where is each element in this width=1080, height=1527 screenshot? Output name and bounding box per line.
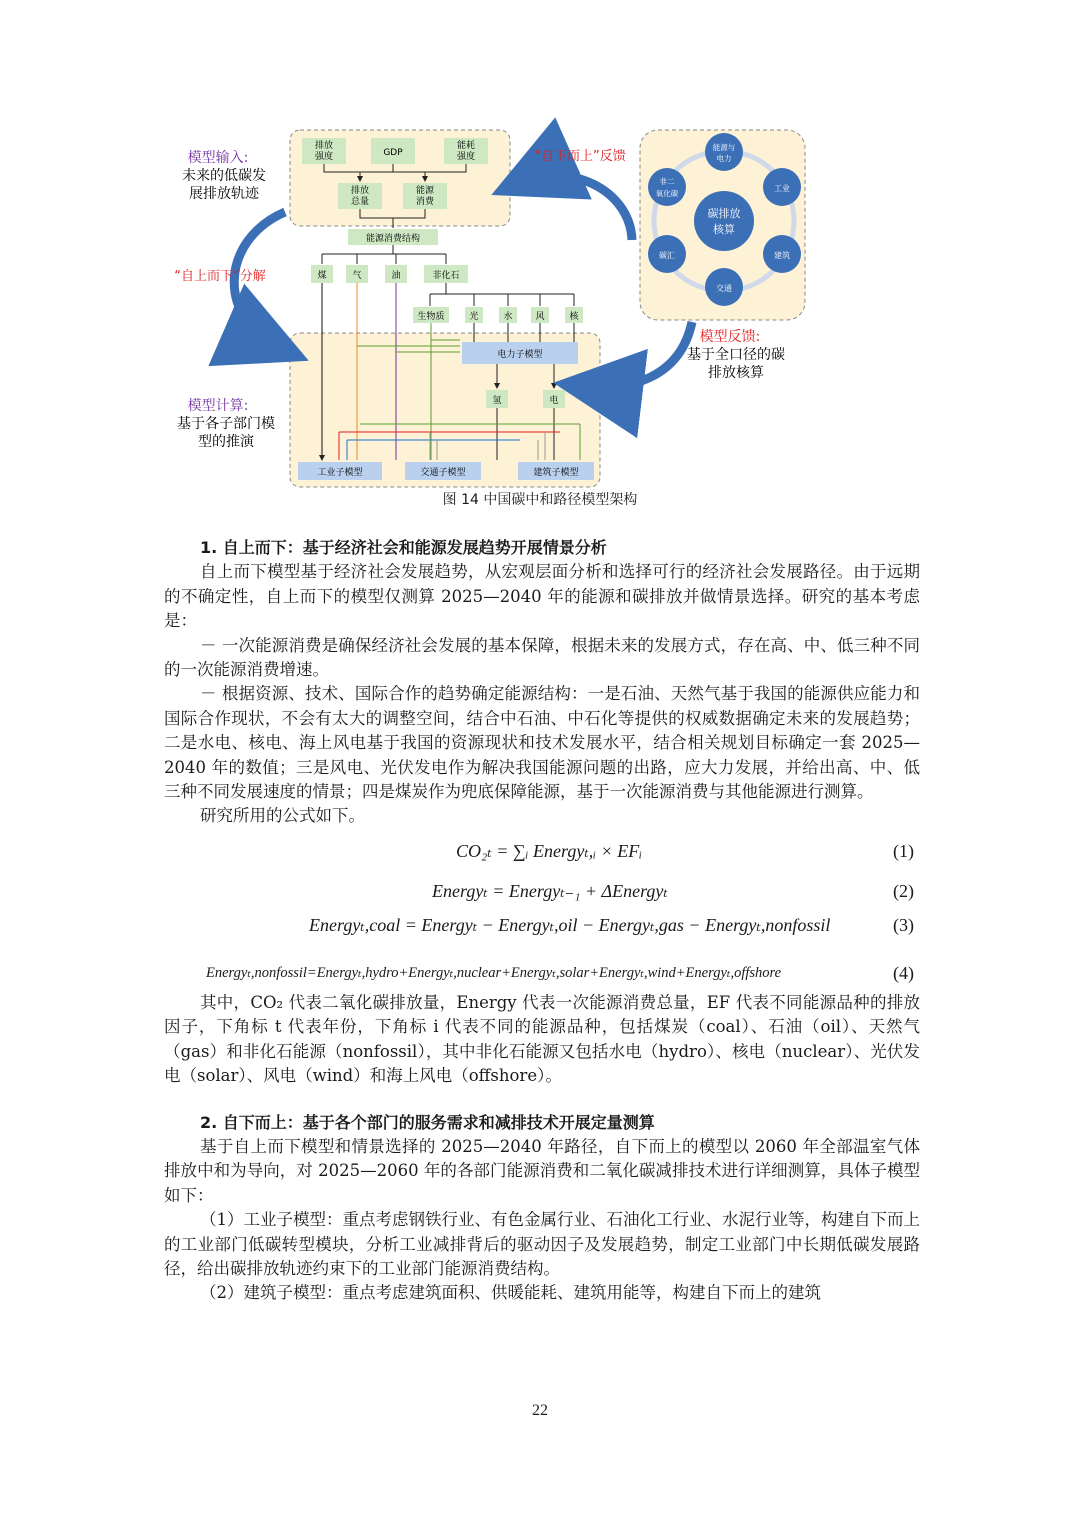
node-label: 碳汇 <box>659 251 675 260</box>
carrier-label: 氢 <box>492 396 502 406</box>
circle-node <box>648 168 686 206</box>
driver-label: 排放 <box>314 141 334 151</box>
center-label: 核算 <box>713 223 735 236</box>
compute-title: 模型计算: <box>187 398 249 414</box>
section-heading: 1. 自上而下：基于经济社会和能源发展趋势开展情景分析 <box>200 538 607 557</box>
nonfossil-label: 光 <box>469 312 479 322</box>
bottomup-label: “自下而上”反馈 <box>534 149 626 164</box>
paragraph: （2）建筑子模型：重点考虑建筑面积、供暖能耗、建筑用能等，构建自下而上的建筑 <box>200 1283 821 1303</box>
feedback-text: 基于全口径的碳 <box>687 347 785 363</box>
nonfossil-label: 风 <box>535 312 545 322</box>
driver-box <box>302 138 346 164</box>
total-label: 能源 <box>415 186 435 196</box>
feedback-text: 排放核算 <box>708 365 764 381</box>
nonfossil-box <box>465 307 483 323</box>
input-title: 模型输入: <box>187 150 249 166</box>
power-model-box <box>462 342 578 364</box>
driver-label: 强度 <box>314 152 334 162</box>
equation-formula: Energyₜ,nonfossil=Energyₜ,hydro+Energyₜ,nuclear+Energyₜ,solar+Energyₜ,wind+Energyₜ,offshore <box>206 964 782 981</box>
node-label: 工业 <box>774 184 790 193</box>
fuel-label: 油 <box>391 271 401 281</box>
sector-box <box>405 462 481 480</box>
fuel-box <box>385 265 407 283</box>
nonfossil-box <box>565 307 583 323</box>
nonfossil-box <box>531 307 549 323</box>
fuel-box <box>424 265 468 283</box>
circle-node <box>705 268 743 306</box>
nonfossil-box <box>499 307 517 323</box>
total-box <box>403 183 447 209</box>
topdown-label: “自上而下”分解 <box>174 269 266 284</box>
bottomup-arrow <box>516 176 632 240</box>
equation <box>164 875 920 909</box>
node-label: 电力 <box>716 154 732 163</box>
paragraph: 自上而下模型基于经济社会发展趋势，从宏观层面分析和选择可行的经济社会发展路径。由于远期的不确定性，自上而下的模型仅测算 2025—2040 年的能源和碳排放并做情景选择。研究的基本考虑是： <box>164 562 920 631</box>
paragraph: － 根据资源、技术、国际合作的趋势确定能源结构：一是石油、天然气基于我国的能源供应能力和国际合作现状，不会有太大的调整空间，结合中石油、中石化等提供的权威数据确定未来的发展趋势；二是水电、核电、海上风电基于我国的资源现状和技术发展水平，结合相关规划目标确定一套 2025—2040 年的数值；三是风电、光伏发电作为解决我国能源问题的出路，应大力发展，并给出高、中、低三种不同发展速度的情景；四是煤炭作为兜底保障能源，基于一次能源消费与其他能源进行测算。 <box>164 684 920 802</box>
circle-node <box>763 168 801 206</box>
circle-node <box>763 235 801 273</box>
sector-label: 工业子模型 <box>317 468 363 478</box>
structure-box <box>348 229 438 245</box>
center-label: 碳排放 <box>707 207 741 220</box>
equation-number: (2) <box>893 880 914 901</box>
fuel-box <box>311 265 333 283</box>
node-label: 交通 <box>716 284 732 293</box>
total-label: 总量 <box>350 197 370 207</box>
driver-label: 能耗 <box>456 141 476 151</box>
node-label: 氧化碳 <box>655 189 679 198</box>
driver-label: 强度 <box>456 152 476 162</box>
fuel-label: 煤 <box>317 271 327 281</box>
equation <box>164 829 920 875</box>
model-framework-diagram <box>0 0 1080 490</box>
paragraph: （1）工业子模型：重点考虑钢铁行业、有色金属行业、石油化工行业、水泥行业等，构建自下而上的工业部门低碳转型模块，分析工业减排背后的驱动因子及发展趋势，制定工业部门中长期低碳发展路径，给出碳排放轨迹约束下的工业部门能源消费结构。 <box>164 1210 920 1278</box>
total-label: 排放 <box>350 186 370 196</box>
page-number: 22 <box>532 1402 548 1419</box>
sector-label: 交通子模型 <box>420 468 466 478</box>
carrier-box <box>543 390 565 408</box>
equation <box>164 909 920 957</box>
power-model-label: 电力子模型 <box>497 350 543 360</box>
sector-label: 建筑子模型 <box>533 468 579 478</box>
carbon-accounting-center <box>694 191 754 251</box>
paragraph: － 一次能源消费是确保经济社会发展的基本保障，根据未来的发展方式，存在高、中、低三种不同的一次能源消费增速。 <box>164 635 920 680</box>
section-heading: 2. 自下而上：基于各个部门的服务需求和减排技术开展定量测算 <box>200 1112 655 1132</box>
equation <box>164 957 920 991</box>
equation-number: (3) <box>893 914 914 935</box>
fuel-label: 气 <box>352 271 362 281</box>
driver-box <box>444 138 488 164</box>
paragraph: 研究所用的公式如下。 <box>200 806 365 826</box>
nonfossil-label: 核 <box>569 312 579 322</box>
input-text: 展排放轨迹 <box>189 186 259 202</box>
sector-box <box>298 462 382 480</box>
compute-text: 型的推演 <box>198 434 254 450</box>
fuel-box <box>346 265 368 283</box>
carrier-label: 电 <box>549 396 559 406</box>
driver-label: GDP <box>383 148 403 158</box>
driver-box <box>371 138 415 164</box>
structure-label: 能源消费结构 <box>365 234 421 244</box>
sector-box <box>518 462 594 480</box>
circle-node <box>648 235 686 273</box>
nonfossil-box <box>413 307 449 323</box>
circle-node <box>705 133 743 171</box>
node-label: 建筑 <box>774 251 790 260</box>
paragraph: 其中，CO₂ 代表二氧化碳排放量，Energy 代表一次能源消费总量，EF 代表不同能源品种的排放因子，下角标 t 代表年份，下角标 i 代表不同的能源品种，包括煤炭（coal）、石油（oil）、天然气（gas）和非化石能源（nonfossil），其中非化石能源又包括水电（hydro）、核电（nuclear）、光伏发电（solar）、风电（wind）和海上风电（offshore）。 <box>164 992 920 1086</box>
total-box <box>338 183 382 209</box>
node-label: 非二 <box>659 177 675 186</box>
node-label: 能源与 <box>712 143 736 152</box>
figure-caption: 图 14 中国碳中和路径模型架构 <box>442 492 638 508</box>
fuel-label: 非化石 <box>432 271 460 281</box>
equation-formula: Energyₜ = Energyₜ₋₁ + ΔEnergyₜ <box>432 880 668 901</box>
body-text <box>164 536 920 1306</box>
nonfossil-label: 生物质 <box>417 312 445 322</box>
input-text: 未来的低碳发 <box>182 168 266 184</box>
compute-text: 基于各子部门模 <box>177 416 275 432</box>
equation-number: (4) <box>893 962 914 983</box>
nonfossil-label: 水 <box>503 312 513 322</box>
equation-formula: CO₂ₜ = ∑ᵢ Energyₜ,ᵢ × EFᵢ <box>456 840 643 861</box>
equation-formula: Energyₜ,coal = Energyₜ − Energyₜ,oil − Energyₜ,gas − Energyₜ,nonfossil <box>309 914 831 935</box>
total-label: 消费 <box>415 197 435 207</box>
carrier-box <box>486 390 508 408</box>
feedback-title: 模型反馈: <box>699 329 761 345</box>
equation-number: (1) <box>893 840 914 861</box>
paragraph: 基于自上而下模型和情景选择的 2025—2040 年路径，自下而上的模型以 2060 年全部温室气体排放中和为导向，对 2025—2060 年的各部门能源消费和二氧化碳减排技术进行详细测算，具体子模型如下： <box>164 1136 920 1205</box>
